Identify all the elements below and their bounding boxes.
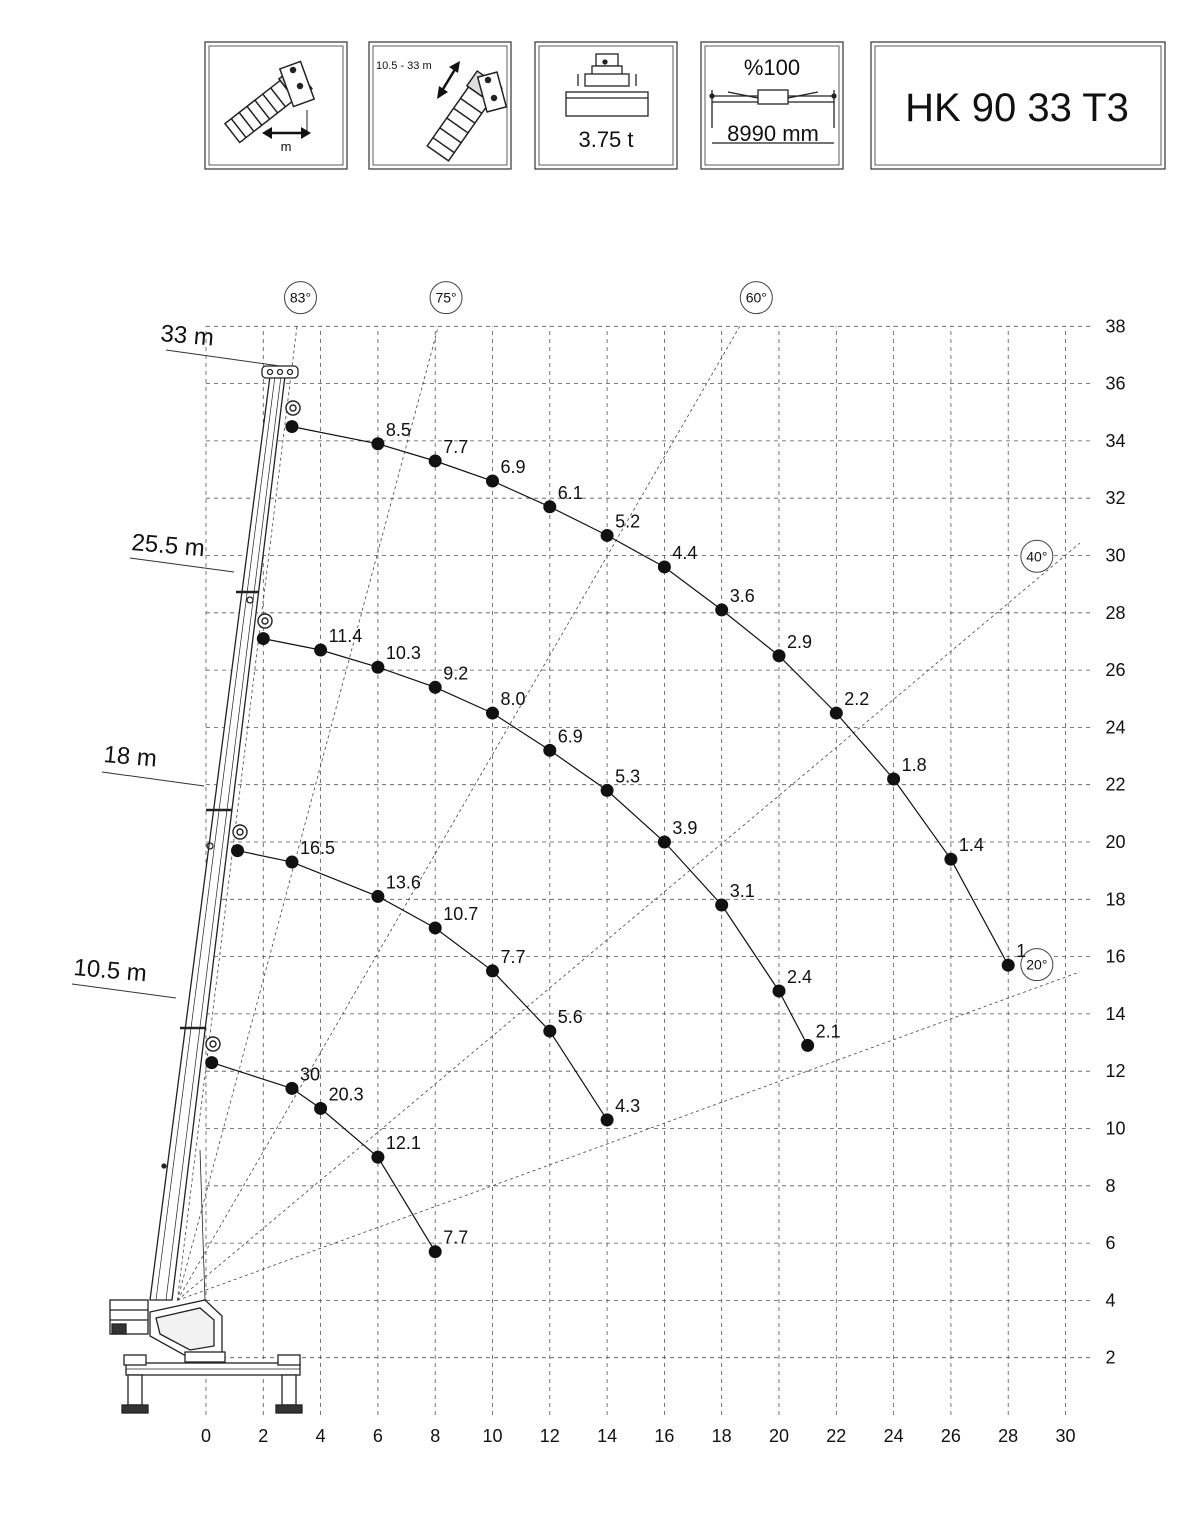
data-point	[715, 603, 728, 616]
data-point	[285, 856, 298, 869]
y-tick-label: 14	[1105, 1003, 1126, 1024]
x-tick-label: 10	[482, 1426, 503, 1446]
y-tick-label: 36	[1105, 373, 1126, 394]
y-tick-label: 8	[1105, 1175, 1116, 1196]
data-point	[429, 681, 442, 694]
data-label: 5.2	[615, 511, 641, 532]
angle-label: 83°	[289, 289, 312, 306]
data-label: 9.2	[443, 663, 469, 684]
y-tick-label: 34	[1105, 430, 1126, 451]
y-tick-label: 12	[1105, 1061, 1126, 1082]
panel-outrigger	[701, 42, 843, 169]
x-tick-label: 4	[315, 1426, 326, 1446]
angle-label: 60°	[745, 289, 767, 306]
hook-icon-10.5m	[206, 1037, 220, 1051]
y-tick-label: 20	[1105, 832, 1126, 852]
data-point	[486, 707, 499, 720]
data-label: 2.9	[787, 631, 813, 652]
x-tick-label: 30	[1055, 1426, 1076, 1446]
x-tick-label: 2	[258, 1426, 269, 1446]
data-point	[830, 707, 843, 720]
data-point	[231, 844, 244, 857]
data-label: 10.3	[385, 643, 421, 664]
data-point	[314, 1102, 327, 1115]
data-point	[801, 1039, 814, 1052]
data-point	[371, 890, 384, 903]
data-label: 20.3	[328, 1084, 364, 1105]
data-label: 5.6	[557, 1007, 583, 1028]
angle-line	[177, 326, 297, 1300]
angle-lines	[177, 282, 1079, 1301]
x-tick-label: 6	[372, 1426, 383, 1446]
data-point	[773, 984, 786, 997]
angle-line	[177, 543, 1079, 1300]
data-point	[285, 1082, 298, 1095]
data-label: 13.6	[385, 872, 421, 893]
y-tick-label: 30	[1105, 545, 1126, 566]
length-arrow-icon	[437, 61, 460, 99]
load-curve-10.5m	[212, 1063, 436, 1252]
data-point	[887, 772, 900, 785]
panel-model	[871, 42, 1165, 169]
x-tick-label: 26	[940, 1426, 961, 1446]
chart-grid	[206, 326, 1091, 1415]
panel-counterweight	[535, 42, 677, 169]
data-label: 1	[1016, 941, 1027, 962]
data-point	[429, 454, 442, 467]
y-tick-label: 32	[1105, 488, 1126, 509]
data-point	[715, 899, 728, 912]
angle-label: 40°	[1026, 548, 1048, 565]
boom-label-33m: 33 m	[159, 320, 215, 352]
data-label: 10.7	[443, 903, 479, 924]
load-curves	[205, 420, 1026, 1258]
panel-boom-length	[369, 42, 511, 169]
data-point	[314, 644, 327, 657]
y-tick-label: 16	[1105, 946, 1126, 967]
data-label: 16.5	[299, 838, 335, 859]
y-tick-label: 38	[1105, 316, 1126, 337]
data-label: 8.0	[500, 689, 526, 710]
header-panels	[205, 42, 1165, 169]
outrigger-base	[122, 1355, 302, 1413]
boom-label-18m: 18 m	[102, 741, 158, 773]
data-point	[601, 529, 614, 542]
y-tick-label: 6	[1105, 1233, 1116, 1254]
double-arrow-icon	[262, 127, 311, 139]
data-label: 8.5	[385, 419, 411, 440]
y-tick-label: 26	[1105, 660, 1126, 681]
data-label: 3.9	[672, 818, 698, 838]
model-name: HK 90 33 T3	[905, 86, 1129, 130]
data-point	[543, 744, 556, 757]
data-point	[658, 560, 671, 573]
data-label: 7.7	[443, 1227, 469, 1248]
panel-boom-length-label: 10.5 - 33 m	[376, 60, 432, 72]
outrigger-span-label: 8990 mm	[727, 121, 819, 146]
x-tick-label: 22	[826, 1426, 847, 1446]
x-tick-label: 0	[200, 1426, 212, 1446]
data-label: 1.8	[901, 754, 927, 775]
data-label: 4.4	[672, 542, 698, 563]
x-tick-label: 20	[768, 1426, 790, 1446]
hook-icon-25.5m	[258, 614, 272, 628]
data-label: 5.3	[615, 766, 641, 787]
y-tick-label: 2	[1105, 1347, 1116, 1368]
x-tick-label: 8	[430, 1426, 441, 1446]
y-tick-label: 22	[1105, 774, 1126, 795]
hook-icon-18m	[233, 825, 247, 839]
data-label: 3.6	[729, 585, 755, 606]
data-point	[486, 964, 499, 977]
data-point	[205, 1056, 218, 1069]
x-tick-label: 18	[711, 1426, 732, 1446]
angle-line	[177, 972, 1079, 1300]
boom-length-icon	[426, 71, 507, 162]
data-label: 6.9	[557, 726, 583, 747]
data-point	[658, 836, 671, 849]
data-point	[601, 1113, 614, 1126]
data-label: 30	[299, 1064, 320, 1085]
data-label: 6.9	[500, 457, 526, 478]
angle-label: 20°	[1026, 956, 1048, 973]
outrigger-percent-label: %100	[743, 55, 801, 80]
x-tick-label: 12	[539, 1426, 560, 1446]
boom-label-25.5m: 25.5 m	[130, 529, 206, 563]
data-label: 11.4	[328, 626, 363, 647]
x-tick-label: 14	[597, 1426, 618, 1446]
counterweight-label: 3.75 t	[578, 127, 634, 152]
data-point	[285, 420, 298, 433]
data-point	[429, 1245, 442, 1258]
boom-label-10.5m: 10.5 m	[72, 954, 148, 988]
data-label: 6.1	[557, 482, 583, 503]
data-point	[371, 1151, 384, 1164]
data-label: 7.7	[500, 946, 526, 967]
data-point	[773, 649, 786, 662]
hook-icon-33m	[286, 401, 300, 415]
y-tick-label: 18	[1105, 889, 1126, 910]
data-point	[371, 661, 384, 674]
data-point	[486, 475, 499, 488]
data-label: 2.2	[844, 689, 870, 710]
data-point	[371, 437, 384, 450]
panel-reach-label: m	[280, 139, 292, 154]
data-label: 12.1	[385, 1133, 421, 1154]
data-label: 7.7	[443, 436, 469, 457]
y-tick-label: 24	[1105, 717, 1126, 738]
data-point	[1002, 959, 1015, 972]
data-point	[543, 1025, 556, 1038]
angle-label: 75°	[435, 289, 457, 306]
data-label: 2.1	[815, 1021, 841, 1042]
data-point	[944, 853, 957, 866]
y-tick-label: 28	[1105, 602, 1126, 623]
y-tick-label: 10	[1105, 1118, 1126, 1139]
x-tick-label: 16	[654, 1426, 675, 1446]
y-tick-label: 4	[1105, 1290, 1116, 1311]
data-point	[543, 500, 556, 513]
x-tick-label: 28	[998, 1426, 1019, 1446]
data-point	[429, 921, 442, 934]
data-label: 1.4	[958, 835, 984, 856]
data-label: 4.3	[615, 1095, 641, 1116]
data-label: 3.1	[729, 881, 755, 902]
panel-reach	[205, 42, 347, 169]
data-point	[601, 784, 614, 797]
load-curve-18m	[238, 851, 608, 1120]
data-label: 2.4	[787, 966, 813, 987]
counterweight-icon	[566, 54, 648, 116]
data-point	[257, 632, 270, 645]
x-tick-label: 24	[883, 1426, 904, 1446]
crane-boom	[150, 366, 298, 1300]
